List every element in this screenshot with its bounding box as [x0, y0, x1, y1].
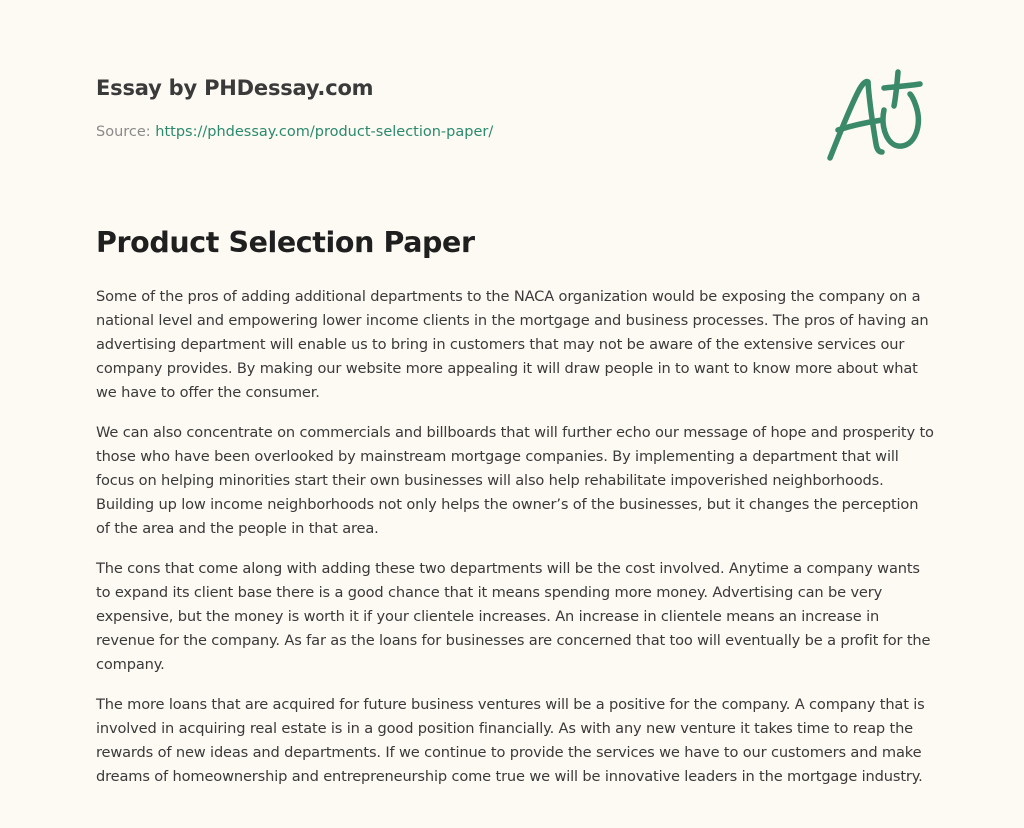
essay-body [96, 285, 936, 805]
source-label: Source: [96, 124, 151, 140]
essay-title: Product Selection Paper [96, 226, 475, 259]
essay-paragraph: Some of the pros of adding additional departments to the NACA organization would be exposing the company on a national level and empowering lower income clients in the mortgage and business processes. The pros of having an advertising department will enable us to bring in customers that may not be aware of the extensive services our company provides. By making our website more appealing it will draw people in to want to know more about what we have to offer the consumer. [96, 288, 929, 401]
site-title: Essay by PHDessay.com [96, 76, 374, 100]
essay-paragraph: The more loans that are acquired for future business ventures will be a positive for the company. A company that is involved in acquiring real estate is in a good position financially. As with any new venture it takes time to reap the rewards of new ideas and departments. If we continue to provide the services we have to our customers and make dreams of homeownership and entrepreneurship come true we will be innovative leaders in the mortgage industry. [96, 696, 925, 785]
essay-paragraph: We can also concentrate on commercials and billboards that will further echo our message of hope and prosperity to those who have been overlooked by mainstream mortgage companies. By implementing a department that will focus on helping minorities start their own businesses will also help rehabilitate impoverished neighborhoods. Building up low income neighborhoods not only helps the owner’s of the businesses, but it changes the perception of the area and the people in that area. [96, 424, 934, 537]
a-plus-logo-icon [824, 68, 928, 164]
source-line [96, 124, 493, 140]
essay-paragraph: The cons that come along with adding these two departments will be the cost involved. Anytime a company wants to expand its client base there is a good chance that it means spending more money. Advertising can be very expensive, but the money is worth it if your clientele increases. An increase in clientele means an increase in revenue for the company. As far as the loans for businesses are concerned that too will eventually be a profit for the company. [96, 560, 931, 673]
source-link[interactable]: https://phdessay.com/product-selection-paper/ [155, 124, 494, 140]
